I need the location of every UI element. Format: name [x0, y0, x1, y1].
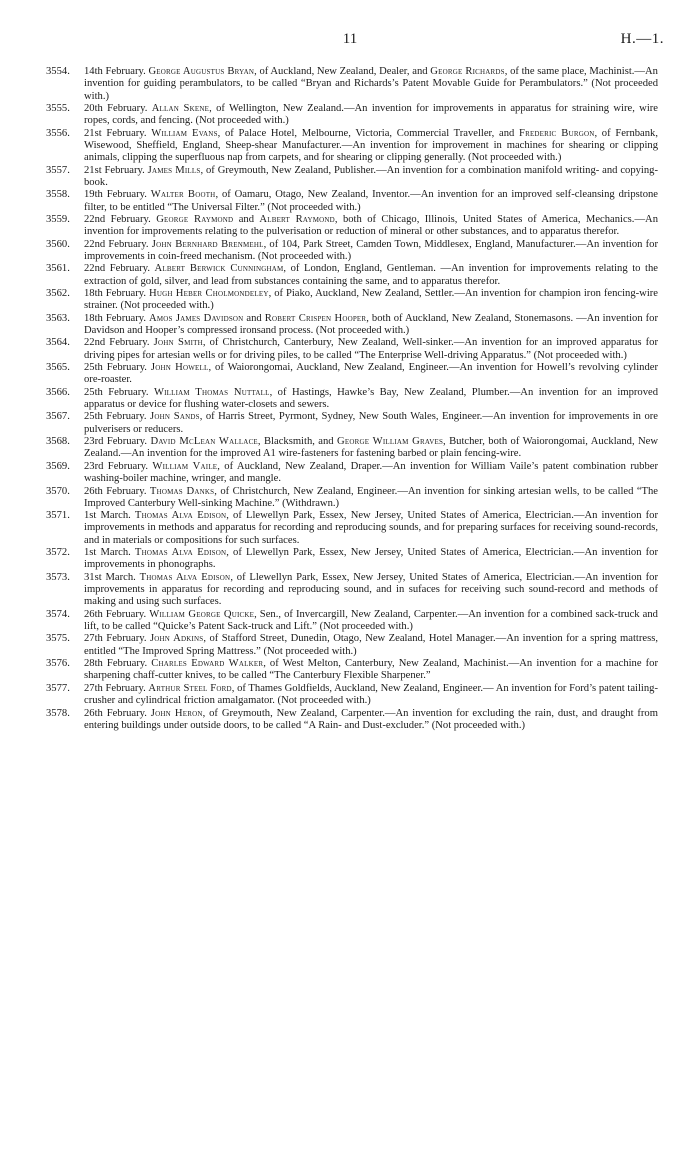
entry-text — [84, 313, 658, 338]
entry-text-segment: and — [233, 213, 260, 225]
entry-text-segment: , of the same place, Machinist.—An invention for guiding perambulators, to be called “Bryan and Richards’s Patent Movable Guide for Perambulators.” (Not proceeded with.) — [84, 66, 658, 102]
applicant-name: John Sands — [150, 411, 200, 423]
patent-entry — [46, 239, 658, 264]
entry-text — [84, 658, 658, 683]
applicant-name: Charles Edward Walker — [151, 658, 264, 670]
applicant-name: Frederic Burgon — [518, 127, 595, 139]
applicant-name: George Augustus Bryan — [148, 66, 255, 77]
entry-text-segment: and — [243, 312, 265, 324]
patent-entry — [46, 128, 658, 165]
entry-text-segment: , of Wellington, New Zealand.—An invention for improvements in apparatus for straining wire, wire ropes, cords, and fencing. (Not proceeded with.) — [84, 102, 658, 127]
entry-number: 3575. — [46, 633, 70, 645]
page-header — [0, 31, 700, 51]
entry-text-segment: 22nd February. — [84, 238, 152, 250]
entry-text-segment: , of Christchurch, New Zealand, Engineer.—An invention for sinking artesian wells, to be called “The Improved Canterbury Well-sinking Machine.” (Withdrawn.) — [84, 485, 659, 509]
patent-entry — [46, 572, 658, 609]
entry-text-segment: , of Fernbank, Wisewood, Sheffield, England, Sheep-shear Manufacturer.—An invention for improvement in machines for shearing or clipping animals, clipping the superfluous nap from carpets, and for shearing or clipping generally. (Not proceeded with.) — [84, 127, 658, 164]
entry-text-segment: 27th February. — [84, 682, 149, 694]
entry-text — [84, 128, 658, 165]
entry-text — [84, 214, 658, 239]
entry-text-segment: , of Christchurch, Canterbury, New Zealand, Well-sinker.—An invention for an improved apparatus for driving pipes for artesian wells or for driving piles, to be called “The Enterprise Well-driving Apparatus.” (Not proceeded with.) — [84, 337, 658, 361]
applicant-name: William Evans — [151, 127, 218, 139]
entry-text — [84, 362, 658, 387]
patent-entry — [46, 362, 658, 387]
entry-text-segment: , Blacksmith, and — [257, 436, 338, 448]
entry-text-segment: 1st March. — [84, 547, 135, 559]
applicant-name: William Thomas Nuttall — [153, 386, 270, 398]
entry-number: 3558. — [46, 189, 70, 201]
entry-text — [84, 572, 658, 609]
patent-entry — [46, 288, 658, 313]
entry-number: 3559. — [46, 213, 70, 225]
entry-number: 3556. — [46, 127, 70, 139]
entry-text-segment: 18th February. — [84, 312, 150, 324]
patent-entry — [46, 708, 658, 733]
entry-text — [84, 547, 658, 572]
entry-number: 3572. — [46, 547, 70, 559]
patent-entry — [46, 486, 658, 511]
patent-entry — [46, 510, 658, 547]
entry-text-segment: 26th February. — [84, 707, 151, 719]
entry-text-segment: , of Greymouth, New Zealand, Carpenter.—An invention for excluding the rain, dust, and draught from entering buildings under outside doors, to be called “A Rain- and Dust-excluder.” (Not proceeded with.) — [84, 707, 658, 731]
applicant-name: Thomas Danks — [149, 485, 215, 497]
entry-text-segment: 21st February. — [84, 164, 148, 176]
entry-text-segment: , of West Melton, Canterbury, New Zealand, Machinist.—An invention for a machine for sharpening chaff-cutter knives, to be called “The Canterbury Flexible Sharpener.” — [84, 658, 658, 682]
entry-text-segment: , of Auckland, New Zealand, Draper.—An invention for William Vaile’s patent combination rubber washing-boiler machine, wringer, and mangle. — [84, 460, 658, 485]
patent-entry — [46, 436, 658, 461]
entry-text-segment: , of Thames Goldfields, Auckland, New Zealand, Engineer.— An invention for Ford’s patent tailing-crusher and cylindrical friction amalgamator. (Not proceeded with.) — [84, 682, 658, 707]
entry-number: 3560. — [46, 238, 70, 250]
entry-number: 3577. — [46, 682, 70, 694]
entry-number: 3574. — [46, 608, 70, 620]
entry-number: 3567. — [46, 411, 70, 423]
patent-entry — [46, 658, 658, 683]
entry-text — [84, 239, 658, 264]
entry-text — [84, 263, 658, 288]
applicant-name: David McLean Wallace — [150, 436, 258, 448]
entry-text-segment: , of Stafford Street, Dunedin, Otago, New Zealand, Hotel Manager.—An invention for a spring mattress, entitled “The Improved Spring Mattress.” (Not proceeded with.) — [84, 633, 658, 657]
applicant-name: Amos James Davidson — [149, 312, 244, 324]
entry-text — [84, 486, 658, 511]
entry-text-segment: 19th February. — [84, 189, 151, 201]
entry-number: 3570. — [46, 485, 70, 497]
entry-text-segment: 1st March. — [84, 510, 135, 522]
applicant-name: Arthur Steel Ford — [148, 682, 232, 694]
entry-text — [84, 461, 658, 486]
patent-entry — [46, 411, 658, 436]
applicant-name: John Adkins — [149, 633, 204, 645]
patent-entry — [46, 313, 658, 338]
patent-entry — [46, 214, 658, 239]
patent-entry-list — [46, 66, 658, 732]
patent-entry — [46, 337, 658, 362]
patent-entry — [46, 103, 658, 128]
entry-text-segment: , Sen., of Invercargill, New Zealand, Carpenter.—An invention for a combined sack-truck and lift, to be called “Quicke’s Patent Sack-truck and Lift.” (Not proceeded with.) — [84, 608, 658, 632]
entry-number: 3571. — [46, 510, 70, 522]
patent-entry — [46, 633, 658, 658]
applicant-name: Hugh Heber Cholmondeley — [148, 288, 269, 299]
entry-text — [84, 411, 658, 436]
applicant-name: James Mills — [147, 164, 201, 176]
applicant-name: Robert Crispen Hooper — [264, 312, 367, 324]
entry-number: 3569. — [46, 460, 70, 472]
entry-text-segment: , of Greymouth, New Zealand, Publisher.—An invention for a combination manifold writing- and copying-book. — [84, 164, 658, 188]
patent-entry — [46, 263, 658, 288]
entry-text-segment: 22nd February. — [84, 263, 155, 275]
entry-text-segment: 26th February. — [84, 485, 150, 497]
applicant-name: John Smith — [153, 337, 203, 349]
page-number: 11 — [342, 31, 358, 47]
entry-text — [84, 609, 658, 634]
entry-text-segment: , of Waiorongomai, Auckland, New Zealand, Engineer.—An invention for Howell’s revolving cylinder ore-roaster. — [84, 362, 659, 386]
entry-number: 3573. — [46, 571, 70, 583]
entry-text — [84, 288, 658, 313]
applicant-name: Walter Booth — [150, 189, 216, 201]
applicant-name: William Vaile — [152, 460, 218, 472]
entry-text-segment: , Butcher, both of Waiorongomai, Auckland, New Zealand.—An invention for the improved A1 wire-fasteners for fastening barbed or plain fencing-wire. — [84, 436, 659, 460]
entry-number: 3563. — [46, 312, 70, 324]
entry-text-segment: 28th February. — [84, 658, 152, 670]
applicant-name: George Raymond — [156, 213, 234, 225]
entry-number: 3555. — [46, 102, 70, 114]
entry-text-segment: , of 104, Park Street, Camden Town, Middlesex, England, Manufacturer.—An invention for improvements in coin-freed mechanism. (Not proceeded with.) — [84, 238, 658, 262]
applicant-name: George William Graves — [337, 436, 444, 448]
applicant-name: Allan Skene — [151, 102, 210, 114]
entry-text — [84, 103, 658, 128]
entry-text-segment: 23rd February. — [84, 460, 153, 472]
applicant-name: Thomas Alva Edison — [139, 571, 231, 583]
entry-text-segment: 20th February. — [84, 102, 152, 114]
entry-text-segment: 14th February. — [84, 66, 149, 77]
entry-number: 3578. — [46, 707, 70, 719]
entry-number: 3565. — [46, 362, 70, 374]
entry-text-segment: , of Palace Hotel, Melbourne, Victoria, Commercial Traveller, and — [217, 127, 519, 139]
entry-number: 3566. — [46, 386, 70, 398]
entry-text — [84, 683, 658, 708]
applicant-name: William George Quicke — [149, 608, 255, 620]
entry-text-segment: , of Llewellyn Park, Essex, New Jersey, United States of America, Electrician.—An invention for improvements in phonographs. — [84, 547, 658, 571]
entry-text — [84, 387, 658, 412]
entry-text — [84, 510, 658, 547]
applicant-name: Albert Berwick Cunningham — [154, 263, 284, 275]
patent-entry — [46, 683, 658, 708]
entry-number: 3554. — [46, 66, 70, 77]
entry-text-segment: , of Auckland, New Zealand, Dealer, and — [254, 66, 431, 77]
patent-entry — [46, 387, 658, 412]
entry-number: 3561. — [46, 263, 70, 275]
document-reference: H.—1. — [620, 31, 664, 47]
entry-text-segment: 18th February. — [84, 288, 149, 299]
entry-text — [84, 708, 658, 733]
entry-text-segment: , of Llewellyn Park, Essex, New Jersey, United States of America, Electrician.—An invention for improvements in apparatus for recording and reproducing sound, and in sufaces for receiving such sound-record and methods of making and using such surfaces. — [84, 571, 658, 608]
entry-number: 3564. — [46, 337, 70, 349]
entry-text-segment: , of London, England, Gentleman. —An invention for improvements relating to the extraction of gold, silver, and lead from substances containing the same, and to apparatus therefor. — [84, 263, 658, 287]
entry-text — [84, 633, 658, 658]
entry-text-segment: 25th February. — [84, 362, 151, 374]
entry-text-segment: 21st February. — [84, 127, 152, 139]
entry-text-segment: 23rd February. — [84, 436, 151, 448]
entry-text-segment: 26th February. — [84, 608, 150, 620]
entry-text — [84, 165, 658, 190]
entry-text-segment: 25th February. — [84, 411, 150, 423]
applicant-name: John Howell — [150, 362, 209, 374]
entry-text — [84, 189, 658, 214]
applicant-name: Thomas Alva Edison — [134, 547, 227, 559]
patent-entry — [46, 189, 658, 214]
entry-text-segment: , both of Chicago, Illinois, United States of America, Mechanics.—An invention for improvements relating to the pulverisation or reduction of mineral or other substances, and to apparatus therefor. — [84, 213, 658, 238]
patent-entry — [46, 609, 658, 634]
entry-text-segment: 25th February. — [84, 386, 154, 398]
entry-text — [84, 337, 658, 362]
patent-entry — [46, 165, 658, 190]
entry-number: 3568. — [46, 436, 70, 448]
entry-text — [84, 66, 658, 103]
entry-text-segment: 22nd February. — [84, 337, 154, 349]
patent-entry — [46, 547, 658, 572]
patent-entry — [46, 461, 658, 486]
applicant-name: John Bernhard Brenmehl — [151, 238, 264, 250]
entry-text-segment: , of Oamaru, Otago, New Zealand, Inventor.—An invention for an improved self-cleansing dripstone filter, to be entitled “The Universal Filter.” (Not proceeded with.) — [84, 189, 659, 213]
applicant-name: George Richards — [430, 66, 505, 77]
entry-text-segment: 31st March. — [84, 571, 140, 583]
entry-number: 3562. — [46, 288, 70, 299]
entry-text-segment: , of Hastings, Hawke’s Bay, New Zealand, Plumber.—An invention for an improved apparatus or device for flushing water-closets and sewers. — [84, 386, 658, 410]
entry-number: 3557. — [46, 164, 70, 176]
entry-text-segment: , of Harris Street, Pyrmont, Sydney, New South Wales, Engineer.—An invention for improvements in ore pulverisers or reducers. — [84, 411, 658, 435]
applicant-name: John Heron — [150, 707, 203, 719]
entry-text — [84, 436, 658, 461]
patent-entry — [46, 66, 658, 103]
applicant-name: Thomas Alva Edison — [134, 510, 227, 522]
entry-text-segment: , of Piako, Auckland, New Zealand, Settler.—An invention for champion iron fencing-wire strainer. (Not proceeded with.) — [84, 288, 658, 312]
entry-text-segment: , of Llewellyn Park, Essex, New Jersey, United States of America, Electrician.—An invention for improvements in methods and apparatus for recording and reproducing sounds, and for preparing surfaces for receiving sound-records, and in materials or compositions for such surfaces. — [84, 510, 658, 546]
entry-text-segment: 27th February. — [84, 633, 150, 645]
entry-text-segment: 22nd February. — [84, 213, 157, 225]
applicant-name: Albert Raymond — [259, 213, 335, 225]
entry-number: 3576. — [46, 658, 70, 670]
entry-text-segment: , both of Auckland, New Zealand, Stonemasons. —An invention for Davidson and Hooper’s compressed ironsand process. (Not proceeded with.) — [84, 312, 658, 336]
